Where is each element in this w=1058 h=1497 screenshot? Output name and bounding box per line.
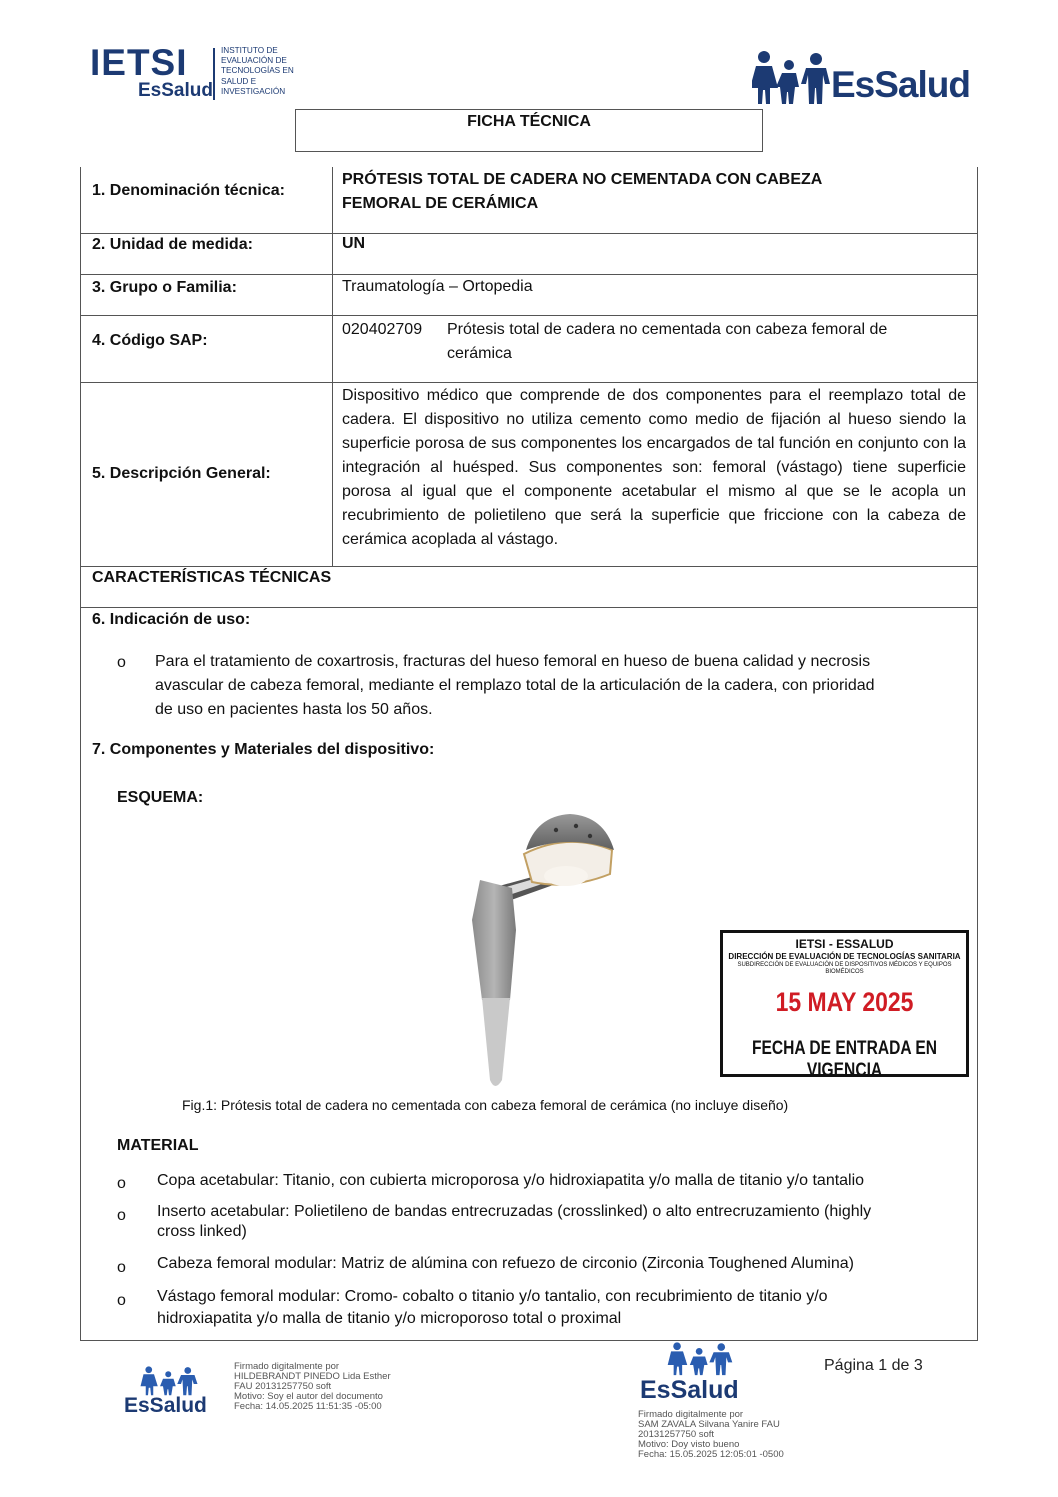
- list-bullet: o: [117, 1207, 126, 1224]
- table-divider: [80, 233, 977, 234]
- stamp-date: 15 MAY 2025: [775, 987, 914, 1017]
- family-icon: [138, 1366, 200, 1396]
- table-divider: [80, 607, 977, 608]
- row-value-unidad: UN: [342, 235, 366, 252]
- ficha-title: FICHA TÉCNICA: [467, 113, 591, 130]
- signature-block-1: Firmado digitalmente por HILDEBRANDT PINEDO Lida Esther FAU 20131257750 soft Motivo: Soy el autor del documento Fecha: 14.05.2025 11:51:35 -05:00: [234, 1361, 391, 1412]
- row-value-codigo-line1: Prótesis total de cadera no cementada con cabeza femoral de: [447, 321, 888, 338]
- family-icon: [660, 1342, 740, 1376]
- row-value-descripcion: Dispositivo médico que comprende de dos componentes para el reemplazo total de cadera. El dispositivo no utiliza cemento como medio de fijación al hueso siendo la superficie porosa de sus componentes los encargados de tal función en conjunto con la integración al huésped. Sus componentes son: femoral (vástago) tiene superficie porosa al igual que el componente acetabular el mismo al que se le acopla un recubrimiento de polietileno que será la superficie que friccione con la cabeza de cerámica acoplada al vástago.: [342, 387, 966, 548]
- ietsi-logo: [90, 42, 320, 102]
- indicacion-text-line1: Para el tratamiento de coxartrosis, fracturas del hueso femoral en hueso de buena calidad y necrosis: [155, 653, 871, 670]
- hip-prosthesis-figure: [440, 810, 640, 1090]
- section-heading-caracteristicas: CARACTERÍSTICAS TÉCNICAS: [92, 569, 332, 586]
- list-bullet: o: [117, 1175, 126, 1192]
- family-icon: [752, 50, 830, 106]
- ietsi-logo-text: IETSI: [90, 42, 188, 83]
- stamp-title: IETSI - ESSALUD: [795, 937, 894, 951]
- row-label-descripcion: 5. Descripción General:: [92, 465, 271, 482]
- material-item-line1: Vástago femoral modular: Cromo- cobalto o titanio y/o tantalio, con recubrimiento de titanio y/o: [157, 1288, 828, 1305]
- material-item-line2: hidroxiapatita y/o malla de titanio y/o microporoso total o proximal: [157, 1310, 622, 1327]
- figure-caption: Fig.1: Prótesis total de cadera no cementada con cabeza femoral de cerámica (no incluye diseño): [182, 1097, 789, 1113]
- table-divider: [80, 315, 977, 316]
- row-value-denominacion-line2: FEMORAL DE CERÁMICA: [342, 195, 539, 212]
- row-label-denominacion: 1. Denominación técnica:: [92, 182, 285, 199]
- row-value-codigo-number: 020402709: [342, 321, 423, 338]
- essalud-logo-text: EsSalud: [831, 64, 970, 105]
- vigencia-stamp: [720, 930, 969, 1081]
- footer-essalud-logo: [120, 1366, 210, 1420]
- ietsi-logo-separator: [213, 48, 215, 100]
- row-label-codigo: 4. Código SAP:: [92, 332, 208, 349]
- stamp-subdireccion: SUBDIRECCIÓN DE EVALUACIÓN DE DISPOSITIVOS MÉDICOS Y EQUIPOS BIOMÉDICOS: [737, 962, 952, 975]
- indicacion-text-line3: de uso en pacientes hasta los 50 años.: [155, 701, 433, 718]
- row-value-denominacion-line1: PRÓTESIS TOTAL DE CADERA NO CEMENTADA CON CABEZA: [342, 171, 823, 188]
- esquema-heading: ESQUEMA:: [117, 789, 204, 806]
- material-item-line1: Cabeza femoral modular: Matriz de alúmina con refuezo de circonio (Zirconia Toughened Alumina): [157, 1255, 854, 1272]
- material-item-line1: Inserto acetabular: Polietileno de bandas entrecruzadas (crosslinked) o alto entrecruzamiento (highly: [157, 1203, 872, 1220]
- signature-block-2: Firmado digitalmente por SAM ZAVALA Silvana Yanire FAU 20131257750 soft Motivo: Doy visto bueno Fecha: 15.05.2025 12:05:01 -0500: [638, 1409, 784, 1460]
- table-divider: [80, 382, 977, 383]
- material-heading: MATERIAL: [117, 1137, 199, 1154]
- list-bullet: o: [117, 654, 126, 671]
- componentes-heading: 7. Componentes y Materiales del dispositivo:: [92, 741, 435, 758]
- row-label-unidad: 2. Unidad de medida:: [92, 236, 253, 253]
- footer-essalud-logo-2: [638, 1342, 748, 1410]
- row-value-grupo: Traumatología – Ortopedia: [342, 278, 533, 295]
- stamp-direccion: DIRECCIÓN DE EVALUACIÓN DE TECNOLOGÍAS SANITARIA: [728, 952, 961, 961]
- indicacion-text-line2: avascular de cabeza femoral, mediante el remplazo total de la articulación de la cadera, con prioridad: [155, 677, 875, 694]
- footer-logo-text: EsSalud: [124, 1394, 207, 1417]
- table-column-divider: [332, 167, 333, 567]
- indicacion-heading: 6. Indicación de uso:: [92, 611, 251, 628]
- list-bullet: o: [117, 1259, 126, 1276]
- footer-logo-2-text: EsSalud: [640, 1376, 739, 1404]
- ietsi-logo-subtext: EsSalud: [138, 80, 213, 101]
- list-bullet: o: [117, 1292, 126, 1309]
- essalud-logo: [752, 50, 982, 108]
- page-number: Página 1 de 3: [824, 1357, 923, 1374]
- ietsi-logo-lines: INSTITUTO DE EVALUACIÓN DE TECNOLOGÍAS EN SALUD E INVESTIGACIÓN: [221, 46, 294, 96]
- row-label-grupo: 3. Grupo o Familia:: [92, 279, 237, 296]
- material-item-line2: cross linked): [157, 1223, 247, 1240]
- material-item-line1: Copa acetabular: Titanio, con cubierta microporosa y/o hidroxiapatita y/o malla de titanio y/o tantalio: [157, 1172, 865, 1189]
- ficha-title-box: [295, 109, 763, 152]
- stamp-label: FECHA DE ENTRADA EN VIGENCIA: [752, 1038, 937, 1081]
- table-divider: [80, 566, 977, 567]
- row-value-codigo-line2: cerámica: [447, 345, 512, 362]
